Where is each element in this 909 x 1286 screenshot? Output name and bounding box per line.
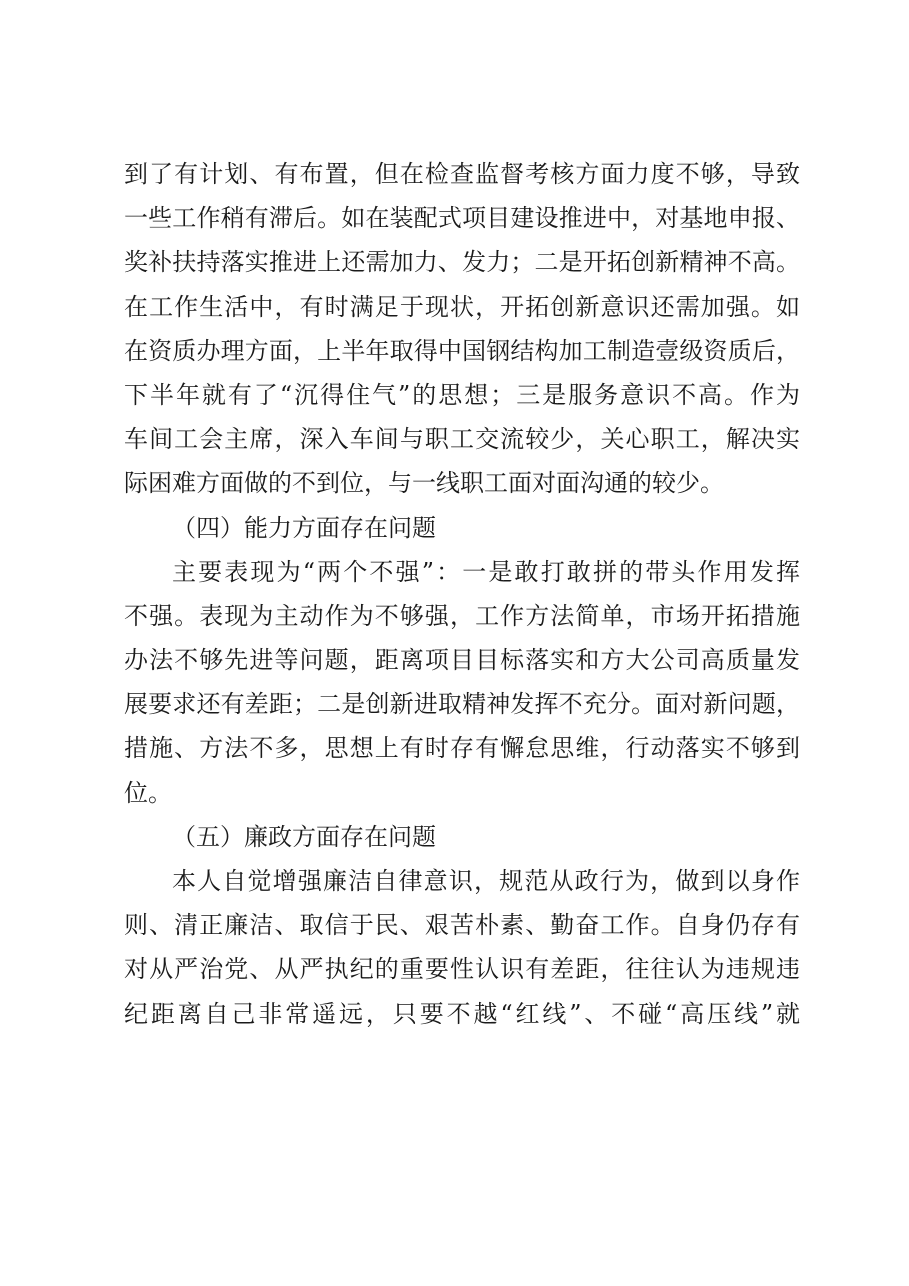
body-line: 本人自觉增强廉洁自律意识，规范从政行为，做到以身作 [172, 867, 800, 895]
body-line: 在工作生活中，有时满足于现状，开拓创新意识还需加强。如 [124, 292, 800, 321]
body-line: 不强。表现为主动作为不够强，工作方法简单，市场开拓措施 [124, 601, 800, 630]
body-line: 措施、方法不多，思想上有时存有懈怠思维，行动落实不够到 [124, 734, 800, 763]
body-line: 到了有计划、有布置，但在检查监督考核方面力度不够，导致 [124, 160, 800, 188]
body-line: 际困难方面做的不到位，与一线职工面对面沟通的较少。 [124, 469, 724, 498]
section-heading-integrity: （五）廉政方面存在问题 [172, 822, 436, 851]
body-line: 一些工作稍有滞后。如在装配式项目建设推进中，对基地申报、 [124, 204, 800, 233]
body-line: 对从严治党、从严执纪的重要性认识有差距，往往认为违规违 [124, 955, 800, 984]
body-line: 下半年就有了“沉得住气”的思想；三是服务意识不高。作为 [124, 380, 800, 409]
body-line: 纪距离自己非常遥远，只要不越“红线”、不碰“高压线”就 [124, 999, 800, 1028]
document-body [124, 152, 800, 1036]
section-heading-ability: （四）能力方面存在问题 [172, 513, 436, 542]
body-line: 位。 [124, 778, 172, 807]
body-line: 办法不够先进等问题，距离项目目标落实和方大公司高质量发 [124, 646, 800, 675]
body-line: 车间工会主席，深入车间与职工交流较少，关心职工，解决实 [124, 425, 800, 454]
body-line: 在资质办理方面，上半年取得中国钢结构加工制造壹级资质后， [124, 336, 800, 365]
body-line: 展要求还有差距；二是创新进取精神发挥不充分。面对新问题， [124, 690, 800, 719]
body-line: 则、清正廉洁、取信于民、艰苦朴素、勤奋工作。自身仍存有 [124, 911, 800, 940]
body-line: 奖补扶持落实推进上还需加力、发力；二是开拓创新精神不高。 [124, 248, 800, 277]
body-line: 主要表现为“两个不强”：一是敢打敢拼的带头作用发挥 [172, 557, 800, 586]
